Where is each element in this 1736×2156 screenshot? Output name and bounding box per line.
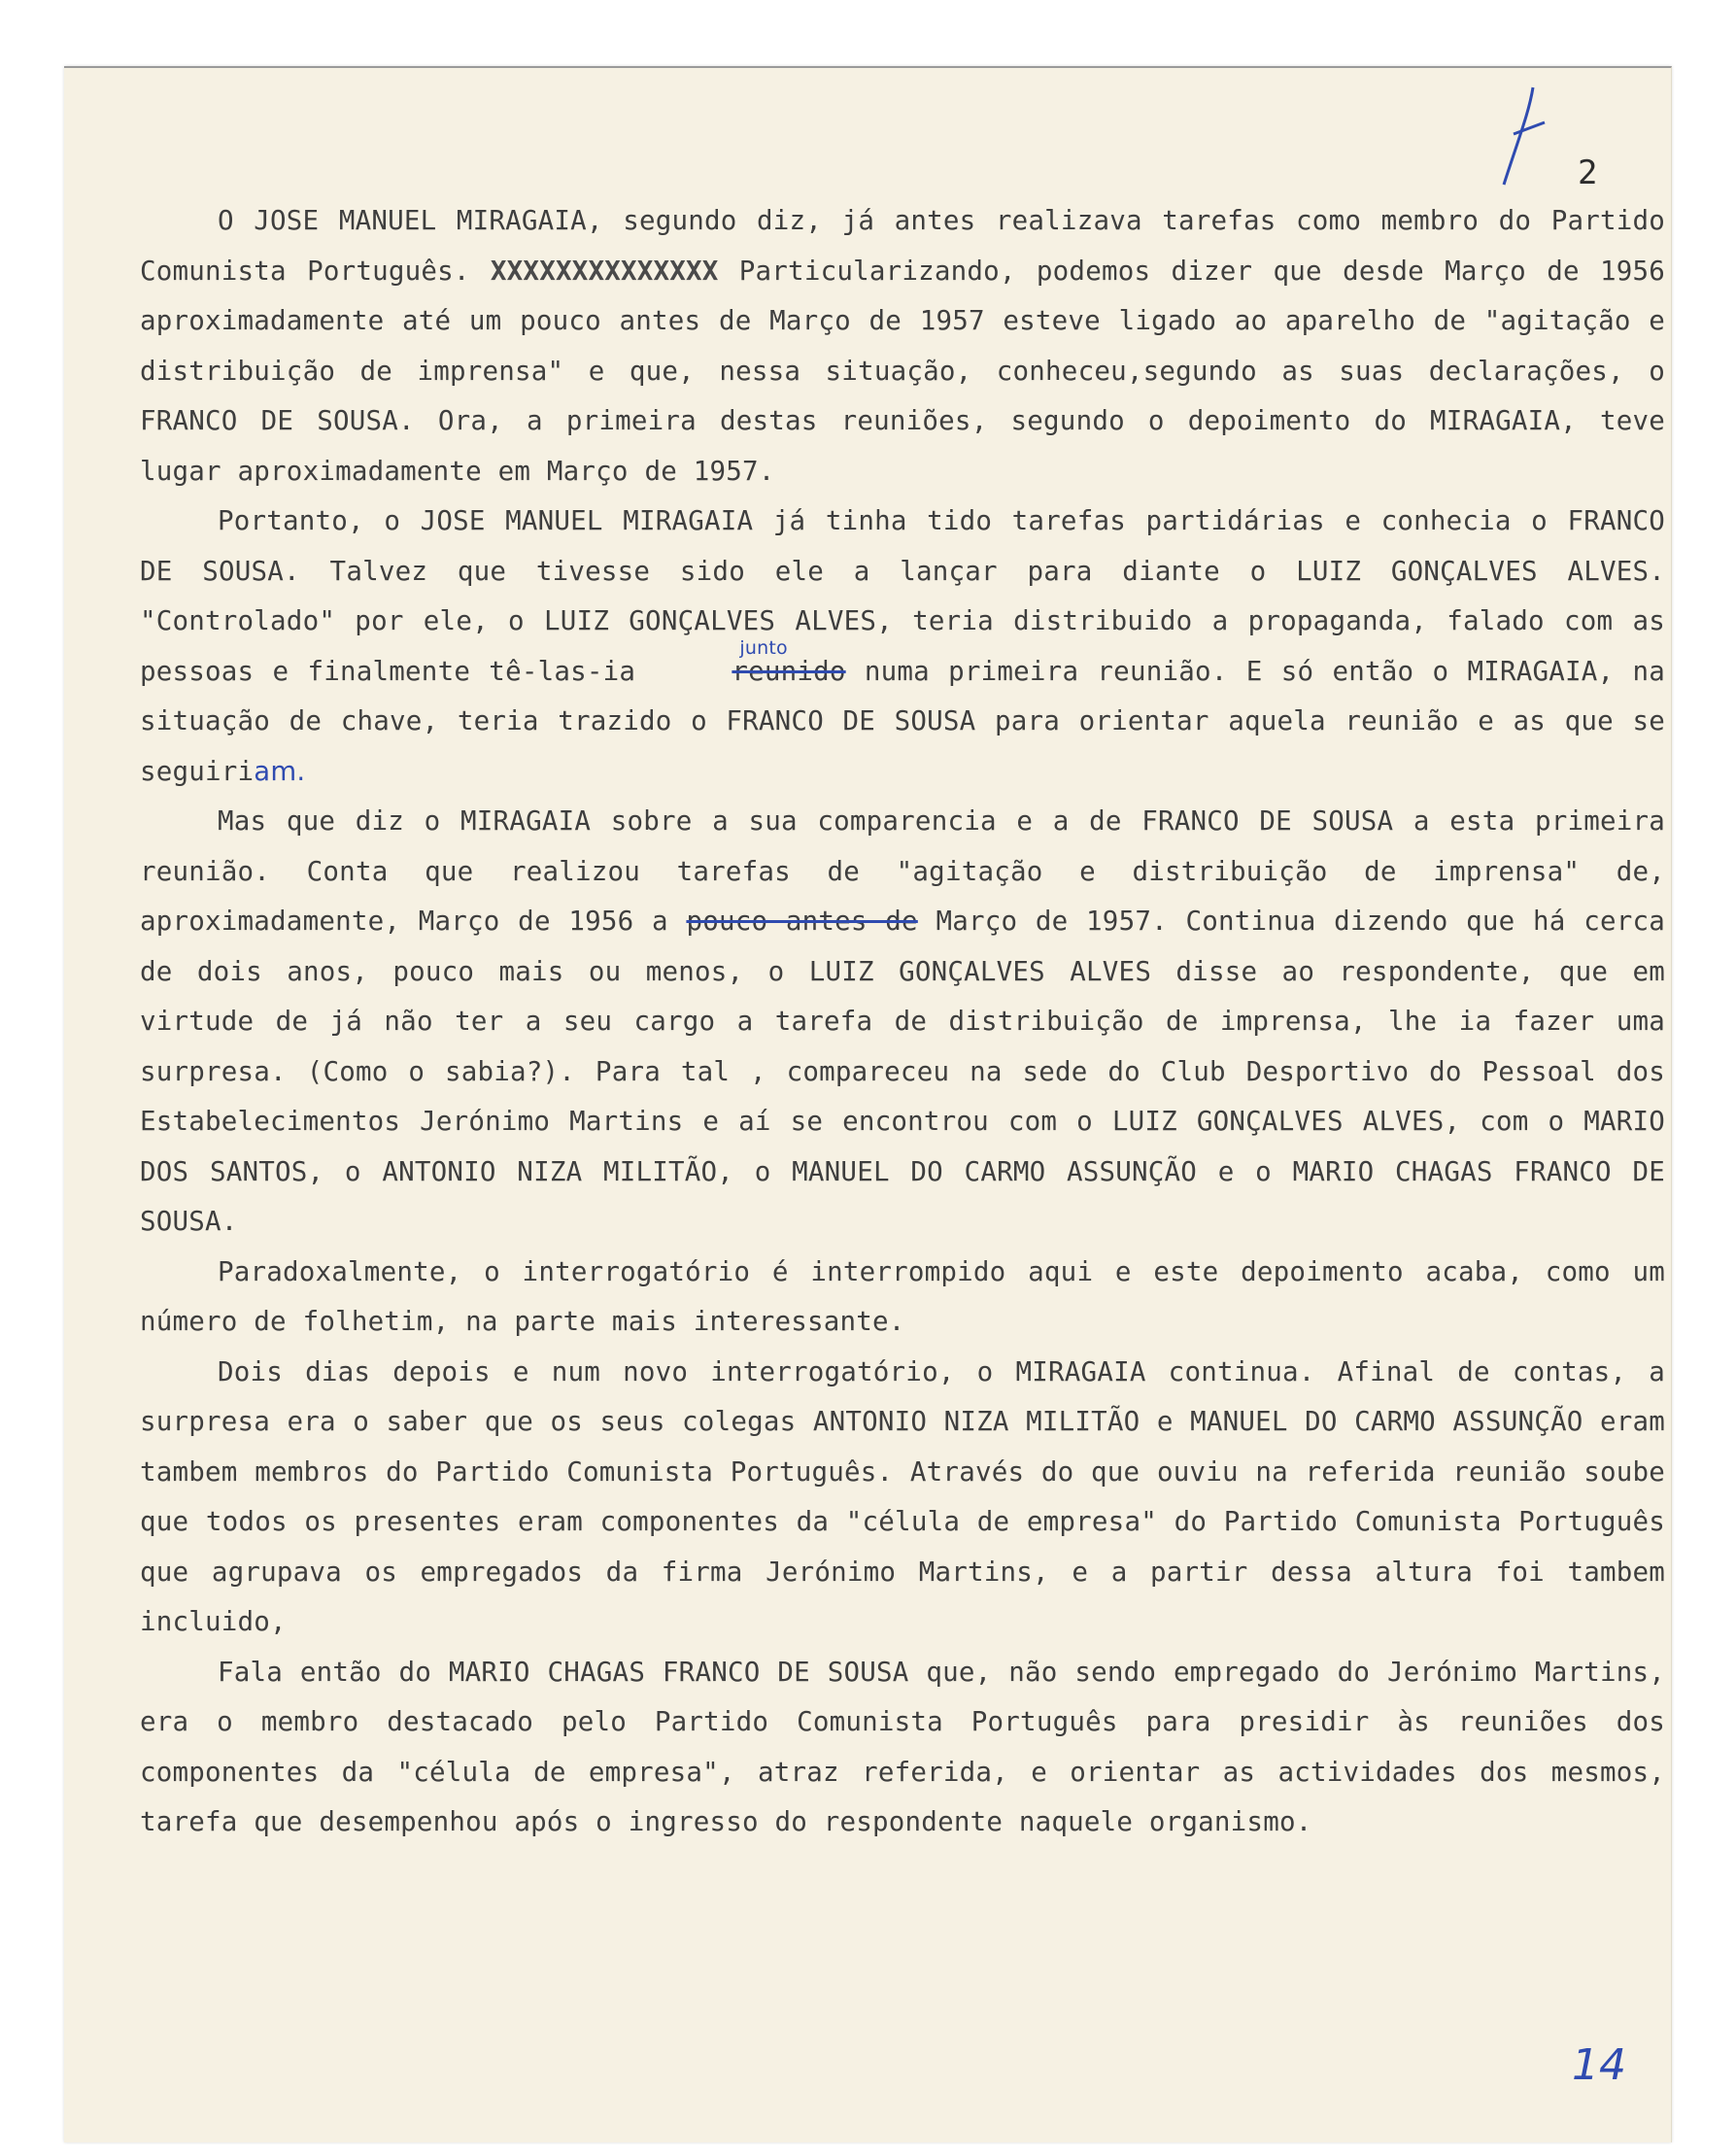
page-number: 2: [1578, 154, 1598, 192]
paragraph-2-text-cont: numa primeira reunião. E só então o MIRAGAIA, na situação de chave, teria trazido o FRANCO DE SOUSA para orientar aquela reunião e as que se seguiri: [140, 655, 1665, 787]
struck-phrase: pouco antes de: [686, 906, 918, 937]
handwritten-insertion: junto: [739, 636, 788, 659]
paragraph-1-text: O JOSE MANUEL MIRAGAIA, segundo diz, já antes realizava tarefas como membro do Partido Comunista Português.: [140, 205, 1665, 287]
struck-word: reunido: [732, 655, 846, 687]
paragraph-2-text: Portanto, o JOSE MANUEL MIRAGAIA já tinha tido tarefas partidárias e conhecia o FRANCO DE SOUSA. Talvez que tivesse sido ele a lançar para diante o LUIZ GONÇALVES ALVES. "Controlado" por ele, o LUIZ GONÇALVES ALVES, teria distribuido a propaganda, falado com as pessoas e finalmente tê-las-ia: [140, 505, 1665, 687]
paragraph-2: [140, 496, 1665, 797]
document-page: [64, 66, 1672, 2142]
typed-over-deletion: XXXXXXXXXXXXXX: [490, 255, 719, 287]
paragraph-3: [140, 797, 1665, 1248]
paragraph-1: [140, 196, 1665, 496]
correction-junto: [654, 636, 846, 698]
typed-body: [140, 196, 1665, 1848]
paragraph-4: Paradoxalmente, o interrogatório é interrompido aqui e este depoimento acaba, como um número de folhetim, na parte mais interessante.: [140, 1255, 1665, 1337]
paragraph-6: Fala então do MARIO CHAGAS FRANCO DE SOUSA que, não sendo empregado do Jerónimo Martins, era o membro destacado pelo Partido Comunista Português para presidir às reuniões dos componentes da "célula de empresa", atraz referida, e orientar as actividades dos mesmos, tarefa que desempenhou após o ingresso do respondente naquele organismo.: [140, 1656, 1665, 1837]
paragraph-3-text-cont: Março de 1957. Continua dizendo que há cerca de dois anos, pouco mais ou menos, o LUIZ GONÇALVES ALVES disse ao respondente, que em virtude de já não ter a seu cargo a tarefa de distribuição de imprensa, lhe ia fazer uma surpresa. (Como o sabia?). Para tal , compareceu na sede do Club Desportivo do Pessoal dos Estabelecimentos Jerónimo Martins e aí se encontrou com o LUIZ GONÇALVES ALVES, com o MARIO DOS SANTOS, o ANTONIO NIZA MILITÃO, o MANUEL DO CARMO ASSUNÇÃO e o MARIO CHAGAS FRANCO DE SOUSA.: [140, 906, 1665, 1237]
paragraph-3-text: Mas que diz o MIRAGAIA sobre a sua comparencia e a de FRANCO DE SOUSA a esta primeira reunião. Conta que realizou tarefas de "agitação e distribuição de imprensa" de, aproximadamente, Março de 1956 a: [140, 805, 1665, 937]
handwritten-folio-number: 14: [1572, 2040, 1626, 2090]
paragraph-1-text-cont: Particularizando, podemos dizer que desde Março de 1956 aproximadamente até um pouco antes de Março de 1957 esteve ligado ao aparelho de "agitação e distribuição de imprensa" e que, nessa situação, conheceu,segundo as suas declarações, o FRANCO DE SOUSA. Ora, a primeira destas reuniões, segundo o depoimento do MIRAGAIA, teve lugar aproximadamente em Março de 1957.: [140, 255, 1665, 487]
handwritten-ending: am.: [254, 755, 306, 787]
folio-slash-mark: [1496, 84, 1554, 190]
paragraph-5: Dois dias depois e num novo interrogatório, o MIRAGAIA continua. Afinal de contas, a surpresa era o saber que os seus colegas ANTONIO NIZA MILITÃO e MANUEL DO CARMO ASSUNÇÃO eram tambem membros do Partido Comunista Português. Através do que ouviu na referida reunião soube que todos os presentes eram componentes da "célula de empresa" do Partido Comunista Português que agrupava os empregados da firma Jerónimo Martins, e a partir dessa altura foi tambem incluido,: [140, 1355, 1665, 1637]
